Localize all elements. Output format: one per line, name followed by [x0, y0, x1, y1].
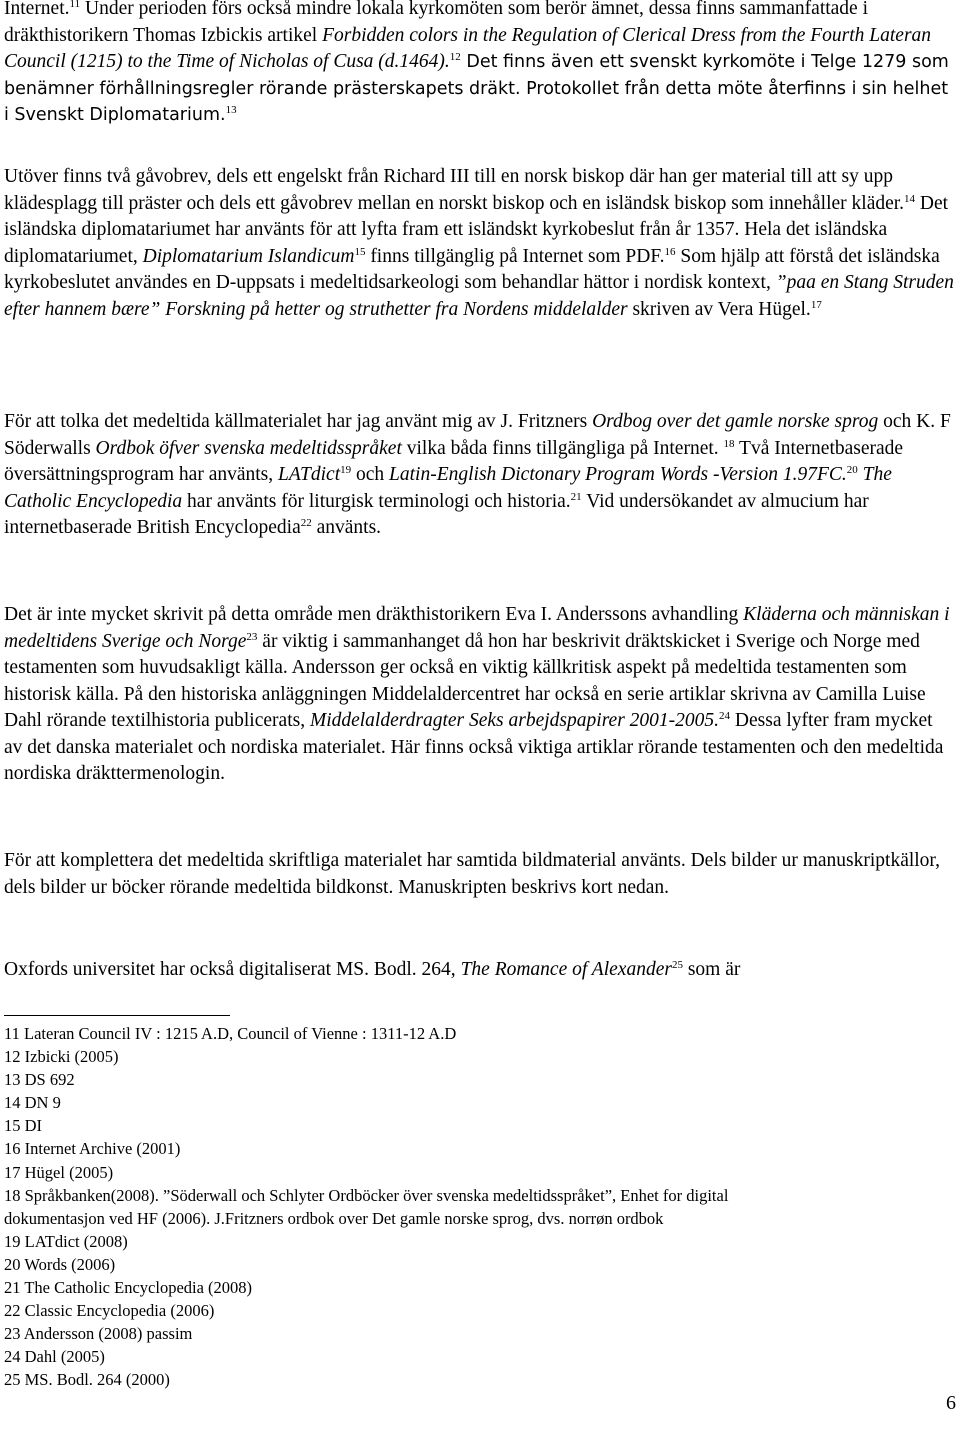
- footnote-item: 21 The Catholic Encyclopedia (2008): [4, 1278, 253, 1298]
- footnote-item: 17 Hügel (2005): [4, 1162, 114, 1182]
- footnote-item: 24 Dahl (2005): [4, 1347, 105, 1367]
- paragraph-4: [4, 602, 954, 788]
- paragraph-5: [4, 848, 954, 901]
- text-segment: finns tillgänglig på Internet som PDF.: [365, 245, 665, 267]
- text-segment: skriven av Vera Hügel.: [627, 298, 811, 320]
- text-segment: Vid undersökandet av almucium har internetbaserade British Encyclopedia: [4, 490, 869, 538]
- footnote-item: 15 DI: [4, 1116, 43, 1136]
- footnote-item: 25 MS. Bodl. 264 (2000): [4, 1370, 170, 1390]
- footnote-item: 11 Lateran Council IV : 1215 A.D, Council of Vienne : 1311-12 A.D: [4, 1024, 457, 1043]
- footnote-item: 12 Izbicki (2005): [4, 1047, 119, 1067]
- text-segment: använts.: [311, 517, 382, 538]
- italic-title: Ordbog over det gamle norske sprog: [592, 411, 879, 432]
- italic-title: Middelalderdragter Seks arbejdspapirer 2001-2005.: [309, 710, 720, 731]
- text-segment: som är: [682, 959, 741, 980]
- footnote-ref-16: 16: [664, 245, 676, 258]
- footnote-item: 22 Classic Encyclopedia (2006): [4, 1301, 215, 1321]
- italic-title: LATdict: [278, 464, 341, 485]
- footnote-ref-22: 22: [300, 516, 312, 529]
- italic-title: Latin-English Dictonary Program Words -Version 1.97FC.: [389, 464, 847, 485]
- footnote-item: 19 LATdict (2008): [4, 1231, 128, 1251]
- footnote-ref-17: 17: [810, 298, 822, 311]
- footnote-ref-21: 21: [570, 490, 582, 503]
- footnotes-list: [4, 1022, 954, 1392]
- footnote-ref-11: 11: [69, 0, 81, 10]
- footnote-item: dokumentasjon ved HF (2006). J.Fritzners ordbok over Det gamle norske sprog, dvs. norrøn ordbok: [4, 1208, 664, 1228]
- italic-title: Diplomatarium Islandicum: [142, 245, 355, 267]
- footnote-item: 13 DS 692: [4, 1070, 75, 1090]
- footnote-item: 18 Språkbanken(2008). ”Söderwall och Schlyter Ordböcker över svenska medeltidsspråket”, Enhet for digital: [4, 1185, 729, 1205]
- footnote-item: 20 Words (2006): [4, 1254, 116, 1274]
- footnote-ref-23: 23: [246, 630, 258, 643]
- paragraph-1: [4, 0, 954, 129]
- footnote-ref-24: 24: [719, 709, 731, 722]
- footnote-ref-25: 25: [671, 958, 683, 971]
- footnote-ref-19: 19: [340, 463, 352, 476]
- text-segment: och K. F Söderwalls: [4, 411, 951, 459]
- footnote-ref-15: 15: [354, 245, 366, 258]
- text-segment: Det finns även ett svenskt kyrkomöte i Telge 1279 som benämner förhållningsregler rörande prästerskapets dräkt. Protokollet från detta möte återfinns i sin helhet i Svenskt Diplomatarium.: [4, 52, 949, 125]
- text-segment: vilka båda finns tillgängliga på Internet.: [401, 437, 724, 459]
- text-segment: Som hjälp att förstå det isländska kyrkobeslutet användes en D-uppsats i medeltidsarkeologi som behandlar hättor i nordisk kontext,: [4, 245, 940, 293]
- italic-title: The Romance of Alexander: [460, 959, 672, 980]
- footnote-separator: [4, 1015, 230, 1016]
- text-segment: Internet.: [4, 0, 70, 19]
- footnote-ref-18: 18: [723, 437, 735, 450]
- text-segment: För att komplettera det medeltida skriftliga materialet har samtida bildmaterial använts. Dels bilder ur manuskriptkällor, dels bilder ur böcker rörande medeltida bildkonst. Manuskripten beskrivs kort nedan.: [4, 850, 941, 898]
- paragraph-3: [4, 409, 954, 542]
- text-segment: Under perioden förs också mindre lokala kyrkomöten som berör ämnet, dessa finns sammanfattade i dräkthistorikern Thomas Izbickis artikel: [4, 0, 869, 46]
- text-segment: Utöver finns två gåvobrev, dels ett engelskt från Richard III till en norsk biskop där han ger material till att sy upp klädesplagg till präster och dels ett gåvobrev mellan en norskt biskop och en isländsk biskop som innehåller kläder.: [4, 166, 905, 214]
- text-segment: Oxfords universitet har också digitaliserat MS. Bodl. 264,: [4, 959, 461, 980]
- text-segment: Dessa lyfter fram mycket av det danska materialet och nordiska materialet. Här finns också viktiga artiklar rörande testamenten och den medeltida nordiska dräkttermenologin.: [4, 710, 944, 784]
- italic-title: Ordbok öfver svenska medeltidsspråket: [95, 437, 402, 459]
- italic-title: Forbidden colors in the Regulation of Clerical Dress from the Fourth Lateran Council (1215) to the Time of Nicholas of Cusa (d.1464).: [4, 24, 932, 72]
- text-segment: är viktig i sammanhanget då hon har beskrivit dräktskicket i Sverige och Norge med testamenten som huvudsakligt källa. Andersson ger också en viktig källkritisk aspekt på medeltida testamenten som historisk källa. På den historiska anläggningen Middelaldercentret har också en serie artiklar skrivna av Camilla Luise Dahl rörande textilhistoria publicerats,: [4, 630, 926, 731]
- footnote-item: 16 Internet Archive (2001): [4, 1139, 181, 1159]
- italic-title: Kläderna och människan i medeltidens Sverige och Norge: [4, 604, 950, 652]
- text-segment: har använts för liturgisk terminologi och historia.: [182, 490, 571, 512]
- paragraph-2: [4, 164, 954, 323]
- text-segment: Det är inte mycket skrivit på detta område men dräkthistorikern Eva I. Anderssons avhandling: [4, 604, 744, 625]
- italic-title: The Catholic Encyclopedia: [4, 464, 892, 512]
- italic-title: ”paa en Stang Struden efter hannem bære” Forskning på hetter og struthetter fra Nordens middelalder: [4, 272, 954, 320]
- footnote-ref-14: 14: [904, 192, 916, 205]
- text-segment: Det isländska diplomatariumet har använts för att lyfta fram ett isländskt kyrkobeslut från år 1357. Hela det isländska diplomatariumet,: [4, 192, 949, 267]
- footnote-ref-13: 13: [225, 103, 237, 116]
- footnote-ref-20: 20: [846, 463, 858, 476]
- text-segment: För att tolka det medeltida källmaterialet har jag använt mig av J. Fritzners: [4, 411, 593, 432]
- text-segment: Två Internetbaserade översättningsprogram har använts,: [4, 437, 904, 485]
- footnote-ref-12: 12: [449, 50, 461, 63]
- footnote-item: 14 DN 9: [4, 1093, 61, 1113]
- footnote-item: 23 Andersson (2008) passim: [4, 1324, 193, 1344]
- text-segment: och: [351, 464, 390, 485]
- paragraph-6: [4, 957, 954, 984]
- page-number: 6: [946, 1392, 956, 1414]
